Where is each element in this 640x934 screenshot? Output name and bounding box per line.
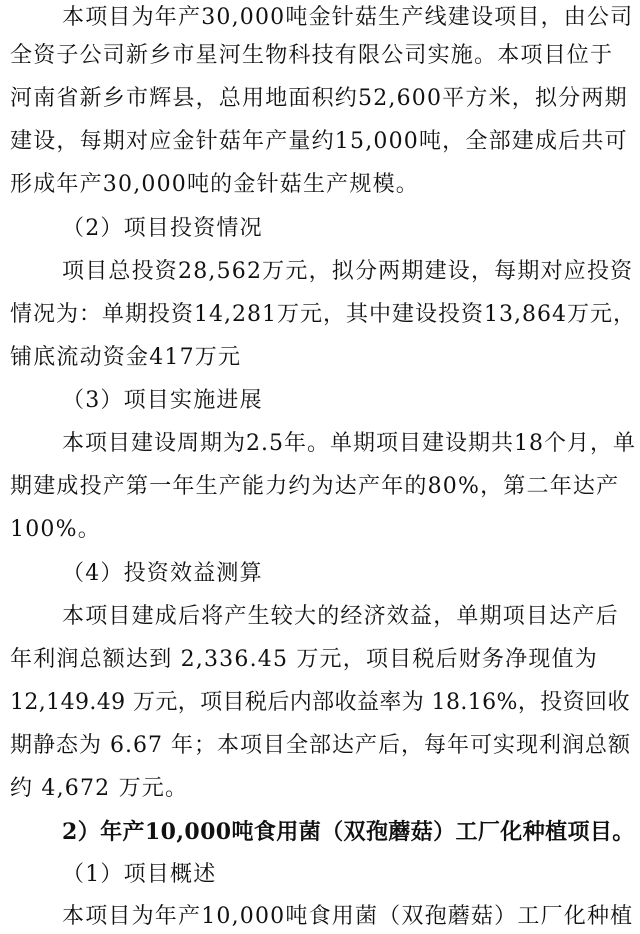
- paragraph-line: 河南省新乡市辉县，总用地面积约52,600平方米，拟分两期: [10, 86, 628, 111]
- paragraph-line: 期静态为 6.67 年；本项目全部达产后，每年可实现利润总额: [10, 733, 631, 758]
- section-heading: （3）项目实施进展: [62, 388, 263, 413]
- paragraph-line: 项目总投资28,562万元，拟分两期建设，每期对应投资: [62, 259, 634, 284]
- paragraph-line: 形成年产30,000吨的金针菇生产规模。: [10, 172, 419, 197]
- section-heading: （1）项目概述: [62, 862, 217, 887]
- paragraph-line: 本项目建设周期为2.5年。单期项目建设期共18个月，单: [62, 431, 636, 456]
- section-heading: （4）投资效益测算: [62, 561, 263, 586]
- paragraph-line: 铺底流动资金417万元: [10, 345, 242, 370]
- paragraph-line: 全资子公司新乡市星河生物科技有限公司实施。本项目位于: [10, 43, 614, 68]
- paragraph-line: 本项目为年产10,000吨食用菌（双孢蘑菇）工厂化种植: [62, 904, 634, 929]
- paragraph-line: 约 4,672 万元。: [10, 776, 189, 801]
- paragraph-line: 本项目建成后将产生较大的经济效益，单期项目达产后: [62, 604, 619, 629]
- paragraph-line: 情况为：单期投资14,281万元，其中建设投资13,864万元，: [10, 302, 636, 327]
- paragraph-line: 本项目为年产30,000吨金针菇生产线建设项目，由公司: [62, 5, 634, 30]
- paragraph-line: 12,149.49 万元，项目税后内部收益率为 18.16%，投资回收: [10, 690, 630, 715]
- paragraph-line: 年利润总额达到 2,336.45 万元，项目税后财务净现值为: [10, 647, 598, 672]
- subsection-title: 2）年产10,000吨食用菌（双孢蘑菇）工厂化种植项目。: [62, 819, 635, 845]
- paragraph-line: 期建成投产第一年生产能力约为达产年的80%，第二年达产: [10, 474, 620, 499]
- paragraph-line: 建设，每期对应金针菇年产量约15,000吨，全部建成后共可: [10, 129, 628, 154]
- section-heading: （2）项目投资情况: [62, 216, 263, 241]
- paragraph-line: 100%。: [10, 517, 101, 542]
